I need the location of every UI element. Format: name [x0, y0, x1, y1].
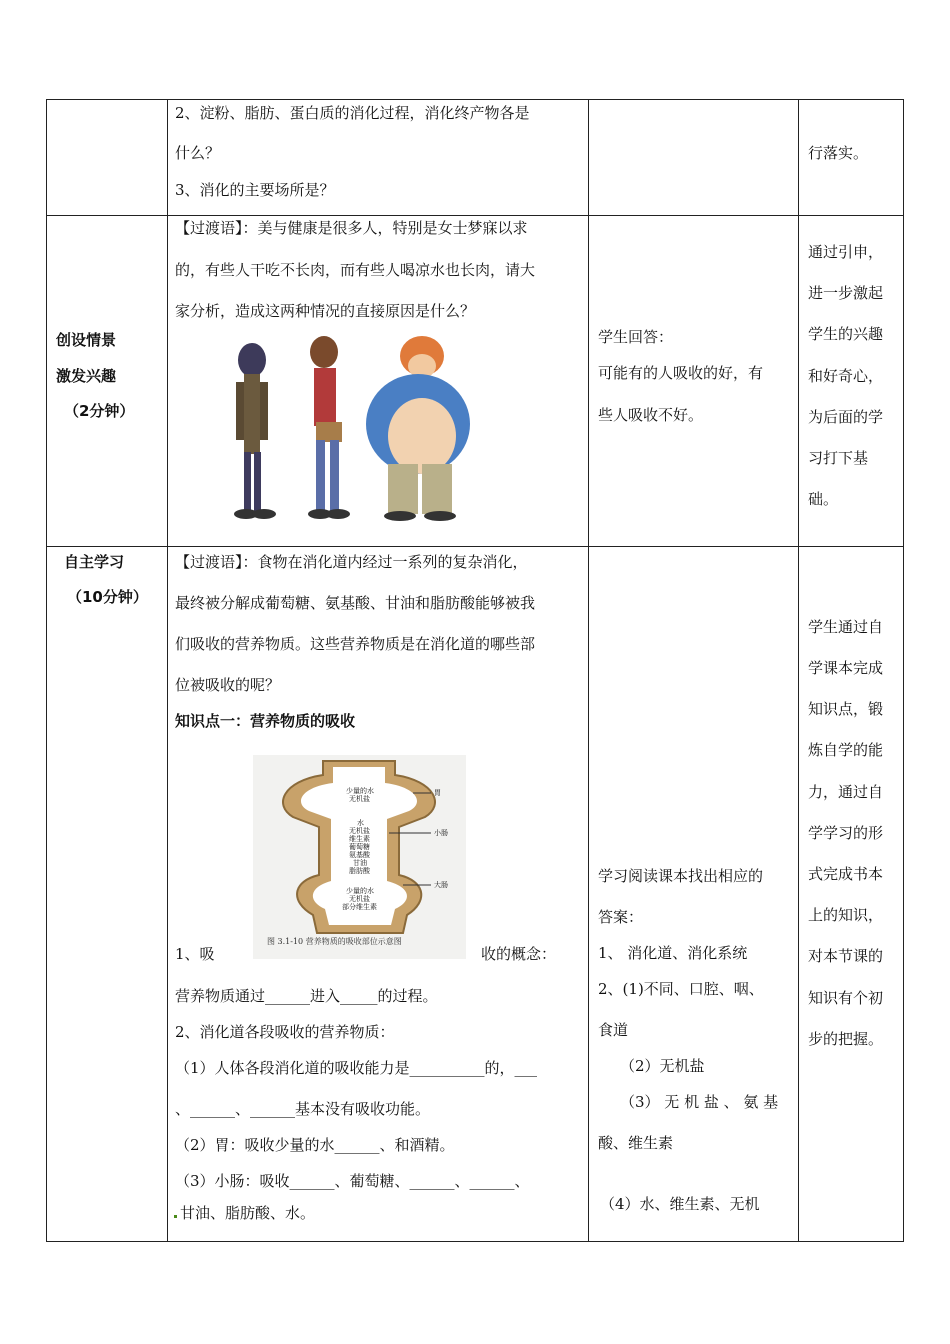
student-line: （4）水、维生素、无机	[600, 1195, 760, 1213]
student-line: （2）无机盐	[620, 1057, 705, 1075]
question-line: 1、吸	[175, 945, 215, 963]
figure-label: 葡萄糖	[349, 843, 370, 851]
note-line: 学学习的形	[808, 824, 884, 842]
figure-label: 无机盐	[349, 795, 370, 803]
content-line: 2、淀粉、脂肪、蛋白质的消化过程，消化终产物各是	[175, 104, 530, 122]
organ-label-large-intestine: 大肠	[434, 881, 448, 889]
question-line: 收的概念：	[481, 945, 557, 963]
content-line: 【过渡语】：美与健康是很多人，特别是女士梦寐以求	[175, 219, 528, 237]
figure-label: 甘油	[353, 859, 367, 867]
figure-label: 氨基酸	[349, 851, 370, 859]
question-line: （2）胃：吸收少量的水______、和酒精。	[175, 1136, 455, 1154]
question-line: （1）人体各段消化道的吸收能力是__________的，___	[175, 1059, 538, 1077]
student-line: 些人吸收不好。	[598, 406, 704, 424]
student-line: 酸、维生素	[598, 1134, 674, 1152]
column-divider	[167, 100, 168, 1241]
knowledge-title: 知识点一：营养物质的吸收	[175, 712, 356, 730]
note-line: 行落实。	[808, 144, 869, 162]
section-title: 创设情景	[56, 331, 117, 349]
column-divider	[798, 100, 799, 1241]
figure-label: 维生素	[349, 835, 370, 843]
student-line: 学习阅读课本找出相应的	[598, 867, 764, 885]
content-line: 什么？	[175, 144, 221, 162]
column-divider	[588, 100, 589, 1241]
organ-label-small-intestine: 小肠	[434, 829, 448, 837]
figure-label: 少量的水	[346, 887, 374, 895]
row-divider	[47, 215, 903, 216]
note-line: 础。	[808, 490, 839, 508]
note-line: 知识点，锻	[808, 700, 884, 718]
student-line: 答案：	[598, 908, 644, 926]
note-line: 对本节课的	[808, 947, 884, 965]
content-line: 3、消化的主要场所是？	[175, 181, 335, 199]
question-line: （3）小肠：吸收______、葡萄糖、______、______、	[175, 1172, 530, 1190]
section-duration: （10分钟）	[67, 588, 148, 606]
body-types-illustration	[222, 332, 492, 524]
figure-label: 无机盐	[349, 895, 370, 903]
figure-label: 部分维生素	[342, 903, 377, 911]
student-line: 2、(1)不同、口腔、咽、	[598, 980, 764, 998]
organ-label-stomach: 胃	[434, 789, 441, 797]
question-line: 、______、______基本没有吸收功能。	[175, 1100, 431, 1118]
note-line: 习打下基	[808, 449, 869, 467]
content-line: 位被吸收的呢？	[175, 676, 281, 694]
note-line: 进一步激起	[808, 284, 884, 302]
student-line: 学生回答：	[598, 328, 674, 346]
student-line: 食道	[598, 1021, 629, 1039]
note-line: 炼自学的能	[808, 741, 884, 759]
figure-caption: 图 3.1-10 营养物质的吸收部位示意图	[267, 937, 402, 946]
question-line: 甘油、脂肪酸、水。	[180, 1204, 316, 1222]
note-line: 学课本完成	[808, 659, 884, 677]
content-line: 【过渡语】：食物在消化道内经过一系列的复杂消化，	[175, 553, 528, 571]
note-line: 学生的兴趣	[808, 325, 884, 343]
note-line: 力，通过自	[808, 783, 884, 801]
section-title: 激发兴趣	[56, 367, 117, 385]
content-line: 的，有些人干吃不长肉，而有些人喝凉水也长肉，请大	[175, 261, 536, 279]
section-title: 自主学习	[64, 553, 125, 571]
question-line: 营养物质通过______进入_____的过程。	[175, 987, 438, 1005]
note-line: 知识有个初	[808, 989, 884, 1007]
student-line: 可能有的人吸收的好，有	[598, 364, 764, 382]
section-duration: （2分钟）	[64, 402, 135, 420]
row-divider	[47, 546, 903, 547]
figure-label: 脂肪酸	[349, 867, 370, 875]
note-line: 通过引申，	[808, 243, 884, 261]
marker-dot	[174, 1215, 177, 1218]
note-line: 上的知识，	[808, 906, 884, 924]
student-line: （3） 无 机 盐 、 氨 基	[620, 1093, 779, 1111]
figure-label: 无机盐	[349, 827, 370, 835]
note-line: 式完成书本	[808, 865, 884, 883]
content-line: 最终被分解成葡萄糖、氨基酸、甘油和脂肪酸能够被我	[175, 594, 536, 612]
note-line: 步的把握。	[808, 1030, 884, 1048]
figure-label: 水	[357, 819, 364, 827]
figure-label: 少量的水	[346, 787, 374, 795]
note-line: 和好奇心，	[808, 367, 884, 385]
student-line: 1、 消化道、消化系统	[598, 944, 748, 962]
absorption-figure	[253, 755, 466, 959]
note-line: 学生通过自	[808, 618, 884, 636]
content-line: 们吸收的营养物质。这些营养物质是在消化道的哪些部	[175, 635, 536, 653]
note-line: 为后面的学	[808, 408, 884, 426]
content-line: 家分析，造成这两种情况的直接原因是什么？	[175, 302, 476, 320]
question-line: 2、消化道各段吸收的营养物质：	[175, 1023, 395, 1041]
